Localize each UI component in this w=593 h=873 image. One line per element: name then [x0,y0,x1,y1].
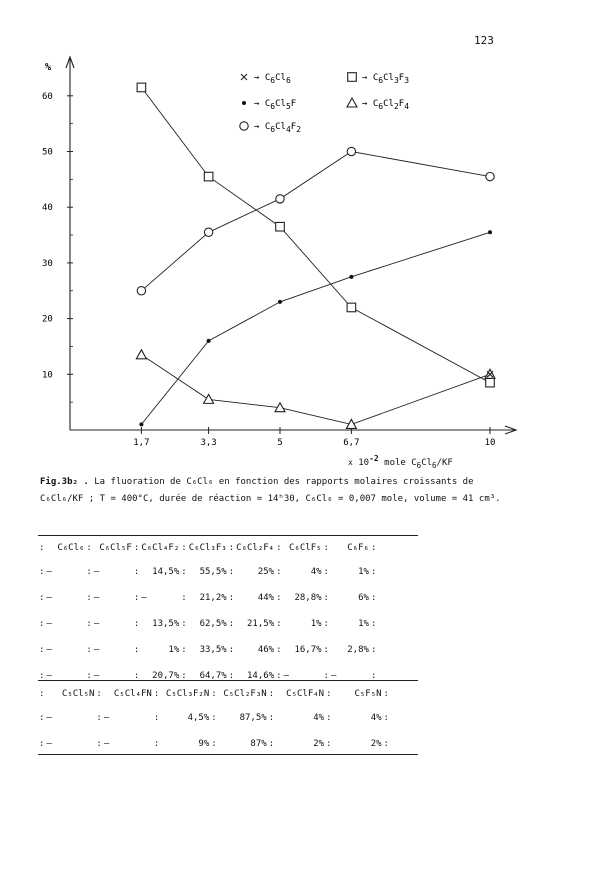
table-top-rule [38,535,418,536]
point-circle [486,172,494,180]
table-cell: 1% [168,645,180,655]
table-row [38,559,377,585]
column-separator: : [39,689,45,699]
table-header-cell: C₅Cl₅N [61,689,95,699]
table-cell: 25% [257,567,275,577]
point-square [276,222,285,231]
table-row [38,637,377,663]
point-dot [242,101,246,105]
legend-label: → C6Cl6 [254,73,291,85]
column-separator: : [276,543,282,553]
column-separator: : [153,689,160,699]
point-x [241,74,247,80]
column-separator: : [370,645,377,655]
column-separator: : [39,619,45,629]
column-separator: : [370,671,377,681]
point-circle [276,195,284,203]
table-cell: — [93,567,100,577]
point-circle [240,122,248,130]
column-separator: : [133,543,140,553]
table-cell: 46% [257,645,275,655]
series-line-C6Cl4F2 [141,152,490,291]
column-separator: : [39,567,45,577]
y-tick-label: 60 [42,91,53,102]
y-tick-label: 10 [42,370,53,381]
table-cell: 2,8% [347,645,369,655]
figure-caption [40,474,560,508]
x-tick-label: 10 [484,438,496,448]
column-separator: : [211,739,217,749]
column-separator: : [86,593,92,603]
table-row [38,611,377,637]
point-square [204,172,213,181]
results-table-pyridines [38,683,390,757]
table-cell: — [330,671,337,681]
table-cell: 1% [358,567,369,577]
point-triangle [347,98,357,107]
table-cell: — [46,671,52,681]
column-separator: : [370,619,377,629]
legend-entry-dot [242,99,296,111]
column-separator: : [228,543,235,553]
point-dot [488,230,492,234]
results-table-benzenes [38,537,377,689]
column-separator: : [86,619,92,629]
legend-entry-x [241,73,291,85]
table-header-row [38,537,377,559]
table-cell: 2% [370,739,382,749]
table-cell: 4% [370,713,382,723]
column-separator: : [228,645,235,655]
column-separator: : [133,619,140,629]
caption-figure-label: Fig.3b₂ . [40,477,89,487]
table-cell: 55,5% [199,567,227,577]
column-separator: : [181,671,187,681]
column-separator: : [181,619,187,629]
column-separator: : [228,593,235,603]
table-cell: 14,6% [247,671,275,681]
table-cell: — [46,619,52,629]
x-tick-label: 5 [277,438,283,448]
column-separator: : [370,543,377,553]
series-line-C6Cl2F4 [141,355,490,425]
point-dot [207,339,211,343]
page-number: 123 [474,34,494,47]
column-separator: : [86,671,92,681]
table-cell: 20,7% [152,671,180,681]
table-cell: — [46,739,52,749]
table-cell: 44% [257,593,275,603]
column-separator: : [323,593,329,603]
table-header-row [38,683,390,705]
table-cell: — [93,593,100,603]
column-separator: : [228,671,235,681]
x-tick-label: 6,7 [343,438,360,448]
table-cell: 6% [358,593,369,603]
table-mid-rule [38,680,418,681]
column-separator: : [181,645,187,655]
legend-entry-triangle [347,98,409,111]
point-dot [139,422,143,426]
x-tick-label: 3,3 [200,438,217,448]
column-separator: : [268,713,275,723]
column-separator: : [228,619,235,629]
table-cell: 87,5% [239,713,267,723]
table-cell: 1% [310,619,322,629]
y-tick-label: 20 [42,314,53,325]
point-square [486,378,495,387]
table-header-cell: C₆ClF₅ [289,543,322,553]
column-separator: : [39,671,45,681]
point-triangle [136,350,146,359]
point-dot [278,300,282,304]
table-cell: 4% [313,713,325,723]
point-triangle [204,394,214,403]
column-separator: : [39,645,45,655]
table-cell: 16,7% [294,645,322,655]
legend-entry-circle [240,122,301,134]
column-separator: : [133,567,140,577]
column-separator: : [383,713,389,723]
point-circle [347,147,355,155]
legend-label: → C6Cl2F4 [362,99,410,111]
column-separator: : [323,567,329,577]
column-separator: : [153,713,160,723]
column-separator: : [323,645,329,655]
x-tick-label: 1,7 [133,438,150,448]
table-row [38,585,377,611]
column-separator: : [323,619,329,629]
table-cell: 1% [358,619,369,629]
column-separator: : [276,671,282,681]
table-cell: 28,8% [294,593,322,603]
table-cell: — [103,713,110,723]
table-cell: — [283,671,289,681]
column-separator: : [133,593,140,603]
table-cell: 4% [310,567,322,577]
column-separator: : [96,739,102,749]
column-separator: : [181,543,187,553]
table-cell: 21,2% [199,593,227,603]
table-header-cell: C₆Cl₄F₂ [141,543,180,553]
table-cell: — [93,619,100,629]
caption-line-1: La fluoration de C₆Cl₆ en fonction des rapports molaires croissants de [88,477,474,487]
chart-series [136,83,495,428]
column-separator: : [153,739,160,749]
table-cell: 87% [250,739,267,749]
series-line-C6Cl5F [141,232,490,424]
table-cell: 64,7% [199,671,227,681]
table-cell: 33,5% [199,645,227,655]
column-separator: : [276,567,282,577]
column-separator: : [181,593,187,603]
y-tick-label: 40 [42,203,53,214]
caption-line-2: C₆Cl₆/KF ; T = 400°C, durée de réaction = 14ʰ30, C₆Cl₆ = 0,007 mole, volume = 41 cm³. [40,494,501,504]
table-cell: 9% [198,739,210,749]
point-circle [204,228,212,236]
column-separator: : [326,713,332,723]
point-dot [349,275,353,279]
table-cell: 13,5% [152,619,180,629]
legend-label: → C6Cl5F [254,99,297,111]
table-header-cell: C₆F₆ [347,543,369,553]
table-row [38,705,390,731]
x-axis-unit-label: x $10^{-2}$ mole $C_6Cl_6/KF$ [348,454,453,470]
table-bottom-rule [38,754,418,755]
table-header-cell: C₆Cl₂F₄ [236,543,275,553]
table-header-cell: C₅Cl₄FN [113,689,152,699]
column-separator: : [276,645,282,655]
table-cell: — [93,645,100,655]
table-cell: 21,5% [247,619,275,629]
column-separator: : [133,645,140,655]
table-cell: — [46,593,52,603]
column-separator: : [211,689,217,699]
table-cell: — [46,567,52,577]
column-separator: : [86,543,92,553]
column-separator: : [39,543,45,553]
table-header-cell: C₅F₅N [354,689,382,699]
table-header-cell: C₅Cl₂F₃N [223,689,267,699]
table-header-cell: C₆Cl₆ [57,543,85,553]
column-separator: : [383,689,389,699]
table-cell: — [141,593,147,603]
column-separator: : [39,593,45,603]
table-cell: — [46,713,52,723]
column-separator: : [276,593,282,603]
column-separator: : [323,543,329,553]
table-cell: — [46,645,52,655]
legend-label: → C6Cl4F2 [254,122,302,134]
column-separator: : [268,739,275,749]
column-separator: : [86,645,92,655]
table-header-cell: C₆Cl₃F₃ [188,543,227,553]
column-separator: : [323,671,329,681]
table-header-cell: C₅ClF₄N [286,689,325,699]
chart-axes [42,57,516,448]
series-line-C6Cl3F3 [141,87,490,382]
table-cell: — [93,671,100,681]
column-separator: : [96,713,102,723]
column-separator: : [326,739,332,749]
chart-legend [240,73,409,134]
column-separator: : [228,567,235,577]
column-separator: : [383,739,389,749]
point-circle [137,287,145,295]
legend-label: → C6Cl3F3 [362,73,410,85]
table-cell: 4,5% [187,713,210,723]
column-separator: : [181,567,187,577]
column-separator: : [211,713,217,723]
y-tick-label: 50 [42,147,53,158]
column-separator: : [86,567,92,577]
legend-entry-square [348,73,409,85]
column-separator: : [133,671,140,681]
table-cell: — [103,739,110,749]
table-header-cell: C₆Cl₅F [99,543,132,553]
column-separator: : [370,567,377,577]
table-header-cell: C₅Cl₃F₂N [165,689,210,699]
table-cell: 2% [313,739,325,749]
column-separator: : [96,689,102,699]
point-square [137,83,146,92]
y-axis-label: % [45,62,52,73]
column-separator: : [39,739,45,749]
point-square [347,303,356,312]
column-separator: : [276,619,282,629]
column-separator: : [268,689,275,699]
column-separator: : [39,713,45,723]
y-tick-label: 30 [42,258,53,269]
column-separator: : [370,593,377,603]
table-cell: 62,5% [199,619,227,629]
point-square [348,73,357,82]
column-separator: : [326,689,332,699]
table-cell: 14,5% [152,567,180,577]
